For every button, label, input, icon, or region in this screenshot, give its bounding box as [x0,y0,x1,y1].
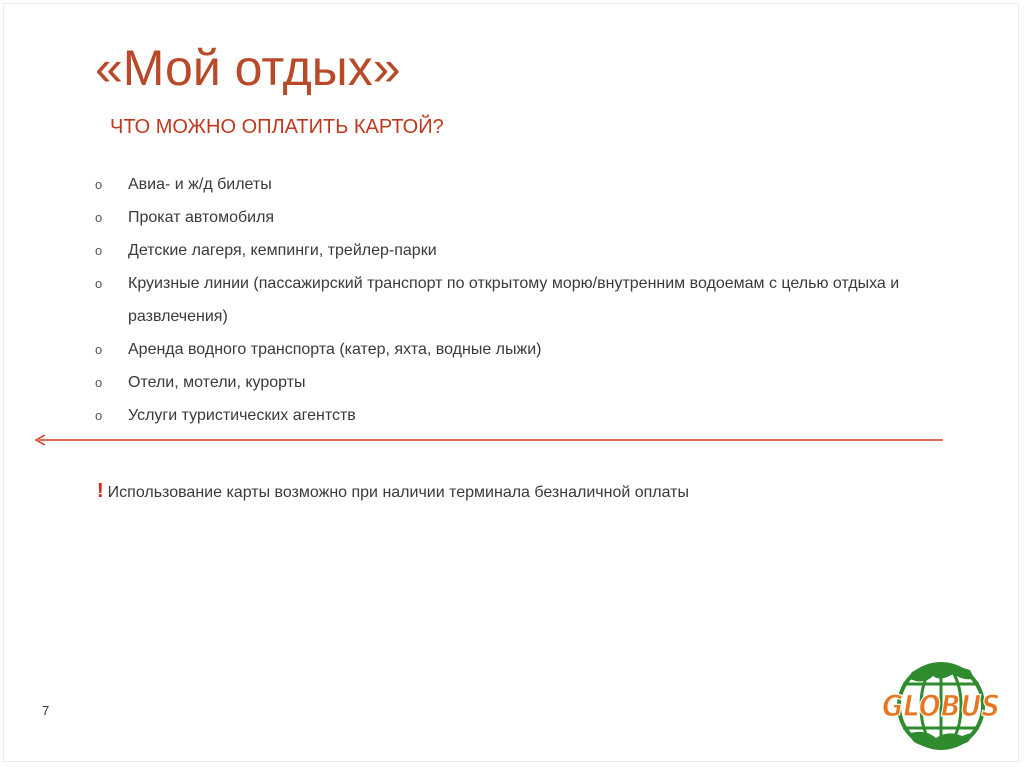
left-arrow-icon [33,432,945,448]
list-item-text: Услуги туристических агентств [128,407,356,424]
list-item [95,399,915,432]
bullet-icon: o [95,210,103,225]
note-text: Использование карты возможно при наличии терминала безналичной оплаты [107,484,689,501]
note [97,478,689,506]
slide-title: «Мой отдых» [95,40,401,96]
list-item [95,234,915,267]
bullet-icon: o [95,375,103,390]
list-item-text: Прокат автомобиля [128,209,275,226]
bullet-icon: o [95,342,103,357]
list-item-text: Авиа- и ж/д билеты [128,176,272,193]
bullet-icon: o [95,276,103,291]
list-item [95,201,915,234]
list-item-text: Отели, мотели, курорты [128,374,306,391]
list-item-text: Аренда водного транспорта (катер, яхта, водные лыжи) [128,341,542,358]
bullet-icon: o [95,177,103,192]
globus-logo [878,660,1004,752]
page-number: 7 [42,703,50,718]
list-item-text: Круизные линии (пассажирский транспорт по открытому морю/внутренним водоемам с целью отдыха и развлечения) [128,275,900,325]
list-item [95,168,915,201]
list-item [95,366,915,399]
list-item [95,333,915,366]
list-item [95,267,915,333]
list-item-text: Детские лагеря, кемпинги, трейлер-парки [128,242,437,259]
logo-text: GLOBUS [882,689,1000,723]
bullet-icon: o [95,408,103,423]
payment-list [95,168,915,432]
exclamation-icon: ! [97,480,104,502]
bullet-icon: o [95,243,103,258]
slide-subtitle: ЧТО МОЖНО ОПЛАТИТЬ КАРТОЙ? [110,116,444,138]
